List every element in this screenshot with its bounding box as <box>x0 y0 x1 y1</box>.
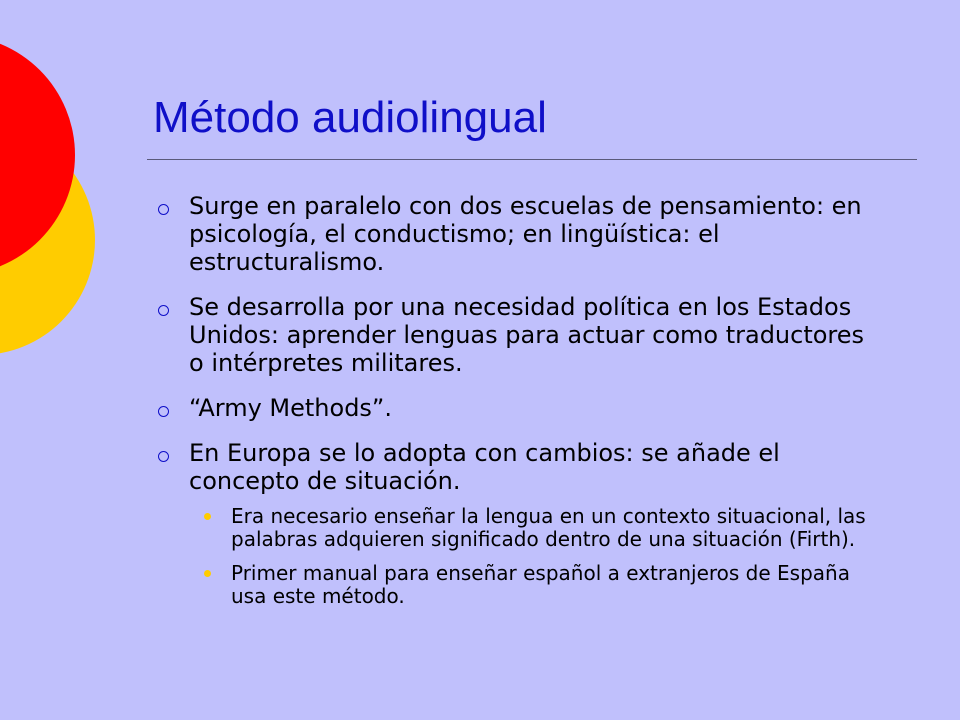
bullet-list <box>153 192 873 607</box>
sub-bullet-item <box>189 562 873 607</box>
bullet-item <box>153 439 873 607</box>
bullet-item <box>153 394 873 422</box>
bullet-item <box>153 293 873 377</box>
ring-bullet-icon <box>158 406 169 417</box>
dot-bullet-icon <box>204 513 211 520</box>
decorative-circles <box>0 0 110 400</box>
sub-bullet-list <box>189 505 873 607</box>
sub-bullet-text: Era necesario enseñar la lengua en un contexto situacional, las palabras adquieren significado dentro de una situación (Firth). <box>231 504 866 551</box>
sub-bullet-text: Primer manual para enseñar español a extranjeros de España usa este método. <box>231 561 850 608</box>
ring-bullet-icon <box>158 305 169 316</box>
bullet-text: Surge en paralelo con dos escuelas de pensamiento: en psicología, el conductismo; en lingüística: el estructuralismo. <box>189 192 862 276</box>
dot-bullet-icon <box>204 570 211 577</box>
ring-bullet-icon <box>158 204 169 215</box>
title-divider <box>147 159 917 160</box>
ring-bullet-icon <box>158 451 169 462</box>
bullet-item <box>153 192 873 276</box>
slide-title: Método audiolingual <box>153 93 547 142</box>
bullet-text: Se desarrolla por una necesidad política en los Estados Unidos: aprender lenguas para actuar como traductores o intérpretes militares. <box>189 293 865 377</box>
bullet-text: “Army Methods”. <box>189 394 392 422</box>
sub-bullet-item <box>189 505 873 550</box>
bullet-text: En Europa se lo adopta con cambios: se añade el concepto de situación. <box>189 439 780 495</box>
